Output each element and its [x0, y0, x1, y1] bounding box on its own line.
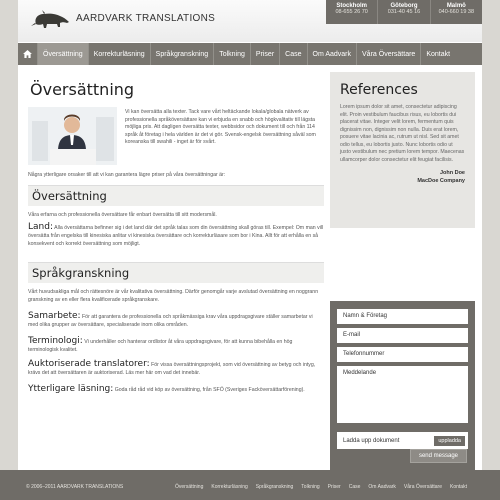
- section-text: Våra erfarna och professionella översättare får enbart översätta till sitt modersmål.: [28, 212, 217, 218]
- contact-stockholm: [326, 0, 377, 24]
- contact-phone: 040-660 19 38: [438, 9, 475, 15]
- nav-item-kontakt[interactable]: Kontakt: [426, 50, 451, 58]
- email-field[interactable]: E-mail: [337, 328, 468, 343]
- home-icon[interactable]: [18, 43, 38, 65]
- header: [18, 0, 482, 42]
- contact-city: Göteborg: [390, 3, 418, 9]
- nav-item-oversattning[interactable]: Översättning: [38, 43, 89, 65]
- page-title: Översättning: [30, 80, 135, 99]
- main-nav: [18, 43, 482, 65]
- references-company: MacDoe Company: [417, 177, 465, 184]
- ytterligare-paragraph: [28, 385, 324, 394]
- references-quote: Lorem ipsum dolor sit amet, consectetur adipiscing elit. Proin vestibulum faucibus risus, eu lobortis dui placerat vitae. Integer velit lorem, fermentum quis dignissim non, dignissim non nulla. Duis erat lorem, posuere vitae lacinia ac, rutrum ut nisl. Sed sit amet odio tellus, eu lobortis justo. Nunc lobortis odio ut justo vestibulum nec pretium lorem tempor. Maecenas ullamcorper dolor consectetur elit feugiat facilisis.: [340, 104, 465, 163]
- footer-link[interactable]: Om Aadvark: [368, 484, 396, 490]
- auktoriserade-heading: Auktoriserade translatorer:: [28, 359, 150, 369]
- section-title-oversattning: Översättning: [28, 185, 324, 206]
- nav-item-vara-oversattare[interactable]: Våra Översättare: [357, 43, 421, 65]
- reasons-text: Några ytterligare orsaker till att vi kan garantera lägre priser på våra översättningar är:: [28, 172, 226, 178]
- nav-item-om-aadvark[interactable]: Om Aadvark: [308, 43, 358, 65]
- nav-item-sprakgranskning[interactable]: Språkgranskning: [151, 43, 215, 65]
- nav-item-korrekturlasning[interactable]: Korrekturläsning: [89, 43, 151, 65]
- ytterligare-heading: Ytterligare läsning:: [28, 384, 114, 394]
- section-title-sprakgranskning: Språkgranskning: [28, 262, 324, 283]
- contact-bar: [326, 0, 482, 24]
- footer-link[interactable]: Priser: [327, 484, 341, 490]
- copyright-text: © 2006–2011 AARDVARK TRANSLATIONS: [26, 484, 124, 490]
- samarbete-text: För att garantera de professionella och språkmässiga krav våra uppdragsgivare ställer samarbetar vi med olika grupper av översättare, specialiserade inom olika områden.: [28, 314, 313, 328]
- footer-link[interactable]: Case: [348, 484, 361, 490]
- intro-block: [28, 107, 324, 165]
- references-author: John Doe: [439, 170, 465, 176]
- samarbete-heading: Samarbete:: [28, 311, 81, 321]
- contact-malmo: [430, 0, 482, 24]
- footer-link[interactable]: Korrekturläsning: [211, 484, 248, 490]
- upload-label: Ladda upp dokument: [343, 437, 400, 444]
- brand-name[interactable]: AARDVARK TRANSLATIONS: [76, 13, 216, 24]
- auktoriserade-text: För vissa översättningsprojekt, som vid översättning av betyg och intyg, krävs det att översättaren är auktoriserad. Läs mer här om vad det innebär.: [28, 362, 316, 376]
- nav-item-case[interactable]: Case: [280, 43, 307, 65]
- contact-phone: 031-40 45 16: [387, 9, 421, 15]
- nav-item-priser[interactable]: Priser: [251, 43, 280, 65]
- footer-link[interactable]: Språkgranskning: [255, 484, 294, 490]
- land-text: Alla översättarna befinner sig i det land där det språk talas som din översättning skall göras till. Exempel: Om man vill översätta från engelska till kinesiska anlitar vi kinesiska översättare och korrekturläsare som bor i Kina. Allt för att erhålla en så konsekvent och korrekt översättning som möjligt.: [28, 225, 324, 247]
- upload-row: [337, 432, 468, 449]
- footer-link[interactable]: Kontakt: [450, 484, 467, 490]
- terminologi-paragraph: [28, 337, 324, 354]
- references-title: References: [340, 82, 418, 98]
- aardvark-logo-icon[interactable]: [30, 6, 70, 30]
- main-content: [28, 72, 324, 394]
- auktoriserade-paragraph: [28, 360, 324, 377]
- phone-field[interactable]: Telefonnummer: [337, 347, 468, 362]
- terminologi-heading: Terminologi:: [28, 336, 83, 346]
- footer-link[interactable]: Översättning: [175, 484, 204, 490]
- upload-button[interactable]: uppladda: [434, 436, 465, 446]
- ytterligare-text: Goda råd råd vid köp av översättning, från SFÖ (Sveriges Facköversättarförening).: [114, 387, 305, 393]
- businessman-photo: [28, 107, 117, 165]
- contact-goteborg: [377, 0, 429, 24]
- contact-phone: 08-655 26 70: [335, 9, 368, 15]
- send-message-button[interactable]: send message: [410, 449, 467, 463]
- section-text: Vårt huvudsakliga mål och rättesnöre är vår kvalitativa översättning. Därför genomgår varje avslutad översättning en noggrann granskning av en eller flera kvalificerade språkgranskare.: [28, 289, 319, 303]
- intro-text: Vi kan översätta alla texter. Tack vare vårt heltäckande lokala/globala nätverk av professionella språköversättare kan vi erbjuda en snabb och högkvalitativ till lägsta möjliga pris. Att dagligen översätta texter, webbsidor och dokument till och från 114 språk åt företag i hela världen är det vi gör. Svensk-engelsk översättning såväl som koreanska till swahili - inget är för svårt.: [125, 109, 316, 145]
- references-signature: [340, 170, 465, 185]
- references-sidebar: [330, 72, 475, 228]
- samarbete-paragraph: [28, 312, 324, 329]
- message-field[interactable]: Meddelande: [337, 366, 468, 423]
- land-paragraph: [28, 223, 324, 248]
- contact-city: Stockholm: [336, 3, 367, 9]
- name-company-field[interactable]: Namn & Företag: [337, 309, 468, 324]
- footer-link[interactable]: Tolkning: [301, 484, 320, 490]
- contact-city: Malmö: [446, 3, 466, 9]
- footer-link[interactable]: Våra Översättare: [403, 484, 442, 490]
- nav-item-tolkning[interactable]: Tolkning: [214, 43, 251, 65]
- terminologi-text: Vi underhåller och hanterar ordlistor åt våra uppdragsgivare, för att kunna bibehålla en hög terminologisk kvalitet.: [28, 339, 293, 353]
- land-heading: Land:: [28, 222, 53, 232]
- contact-form: [330, 301, 475, 471]
- footer-links: [175, 484, 467, 490]
